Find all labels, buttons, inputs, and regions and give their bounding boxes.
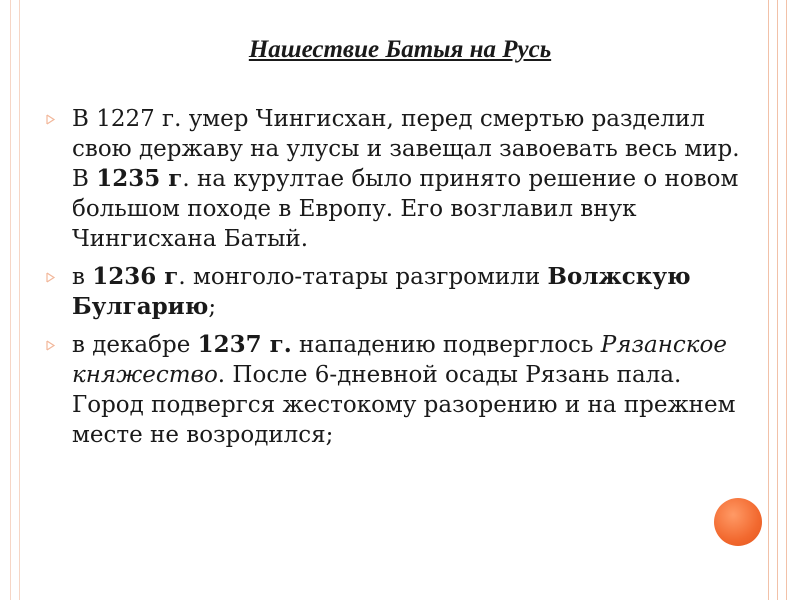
bullet-text-segment: в: [72, 264, 93, 290]
bullet-text-segment: . После 6-дневной осады Рязань пала. Город подвергся жестокому разорению и на прежнем месте не возродился;: [72, 362, 736, 448]
right-border-decoration: [768, 0, 778, 600]
bullet-item: [44, 262, 744, 322]
bullet-text-segment: 1237 г.: [197, 331, 292, 358]
orange-circle-decoration: [714, 498, 762, 546]
bullet-text-segment: нападению подверглось: [291, 332, 601, 358]
bullet-marker-icon: [44, 271, 57, 284]
bullet-text-segment: . на курултае было принято решение о новом большом походе в Европу. Его возглавил внук Чингисхана Батый.: [72, 166, 739, 252]
bullet-text: [72, 106, 740, 252]
bullet-marker-icon: [44, 339, 57, 352]
bullet-text-segment: Волжскую Булгарию: [72, 263, 691, 320]
bullet-text-segment: В 1227 г. умер Чингисхан, перед смертью разделил свою державу на улусы и завещал завоевать весь мир. В: [72, 106, 740, 192]
bullet-marker-icon: [44, 113, 57, 126]
bullet-text-segment: в декабре: [72, 332, 198, 358]
left-border-decoration: [10, 0, 20, 600]
bullet-text-segment: Рязанское княжество: [72, 332, 727, 388]
bullet-text-segment: 1235 г: [96, 165, 183, 192]
right-border-decoration-outer: [786, 0, 794, 600]
bullet-item: [44, 104, 744, 254]
bullet-text-segment: ;: [208, 294, 217, 320]
bullet-text: [72, 264, 691, 320]
bullet-text-segment: 1236 г: [92, 263, 179, 290]
bullet-item: [44, 330, 744, 450]
bullet-text-segment: . монголо-татары разгромили: [178, 264, 548, 290]
slide-title: Нашествие Батыя на Русь: [248, 36, 552, 63]
bullet-list: [44, 104, 744, 458]
bullet-text: [72, 332, 735, 448]
